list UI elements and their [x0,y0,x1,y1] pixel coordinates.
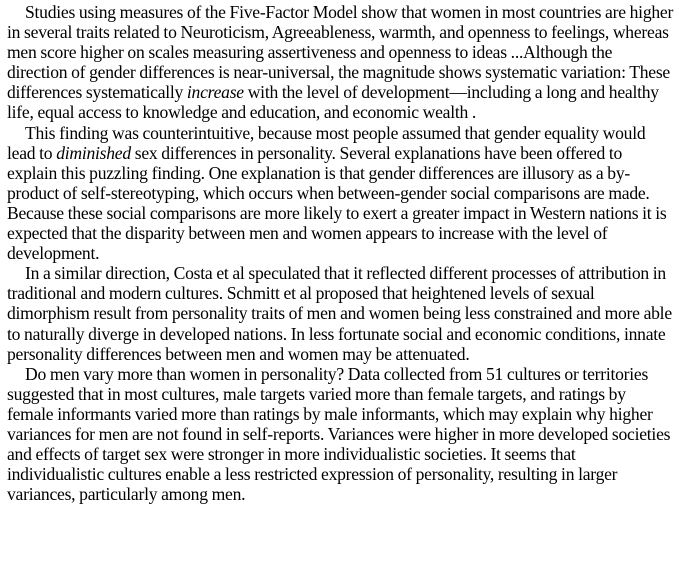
text-run: Studies using measures of the Five-Factor Model show that women in most countries are higher in several traits related to Neuroticism, Agreeableness, warmth, and openness to feelings, whereas men score higher on scales measuring assertiveness and openness to ideas ...Although the direction of gender differences is near-universal, the magnitude shows systematic variation: These differences systematically [7,2,674,103]
paragraph-gender-differences-development [7,2,675,123]
text-run: In a similar direction, Costa et al speculated that it reflected different processes of attribution in traditional and modern cultures. Schmitt et al proposed that heightened levels of sexual dimorphism result from personality traits of men and women being less constrained and more able to naturally diverge in developed nations. In less fortunate social and economic conditions, innate personality differences between men and women may be attenuated. [7,263,672,364]
paragraph-personality-variance [7,364,675,505]
paragraph-attribution-explanations [7,263,675,363]
paragraph-counterintuitive-finding [7,123,675,264]
emphasized-text-run: diminished [56,142,131,163]
text-run: sex differences in personality. Several explanations have been offered to explain this puzzling finding. One explanation is that gender differences are illusory as a by-product of self-stereotyping, which occurs when between-gender social comparisons are made. Because these social comparisons are more likely to exert a greater impact in Western nations it is expected that the disparity between men and women appears to increase with the level of development. [7,142,667,264]
text-run: with the level of development—including a long and healthy life, equal access to knowledge and education, and economic wealth . [7,82,659,123]
text-run: Do men vary more than women in personality? Data collected from 51 cultures or territories suggested that in most cultures, male targets varied more than female targets, and ratings by female informants varied more than ratings by male informants, which may explain why higher variances for men are not found in self-reports. Variances were higher in more developed societies and effects of target sex were stronger in more individualistic societies. It seems that individualistic cultures enable a less restricted expression of personality, resulting in larger variances, particularly among men. [7,363,671,505]
text-run: This finding was counterintuitive, because most people assumed that gender equality would lead to [7,122,646,163]
emphasized-text-run: increase [186,82,244,103]
